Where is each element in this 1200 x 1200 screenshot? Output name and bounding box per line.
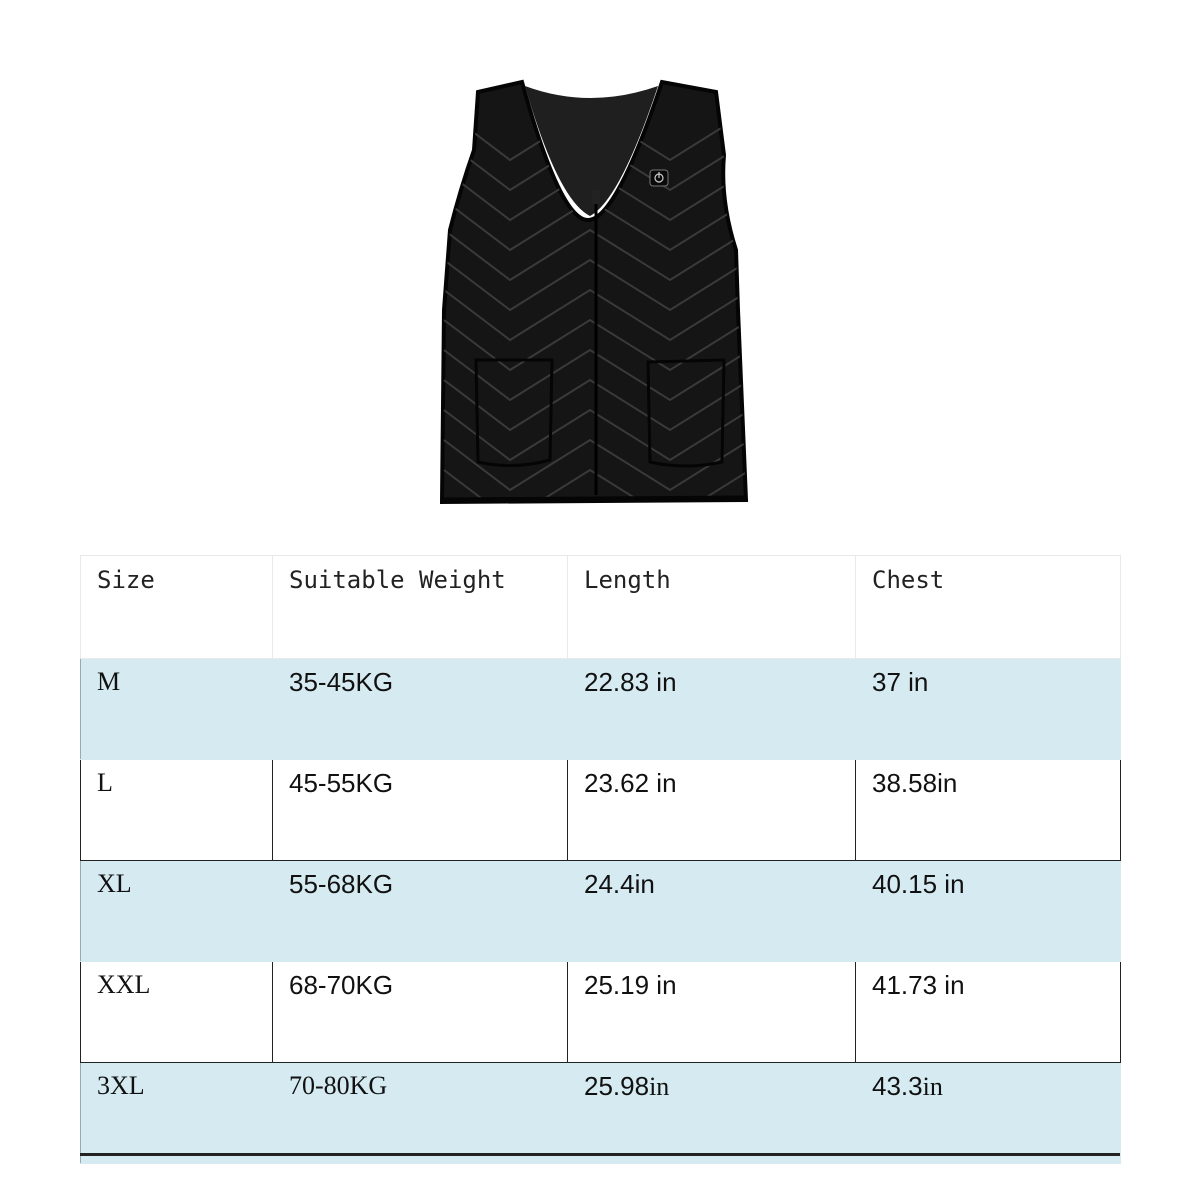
zipper-pull	[592, 190, 600, 204]
chest-cell: 41.73 in	[856, 962, 1121, 1063]
length-value: 25.98	[584, 1071, 650, 1101]
table-header-row	[81, 556, 1121, 659]
size-cell: XXL	[81, 962, 273, 1063]
length-cell	[568, 1063, 856, 1164]
table-row	[81, 1063, 1121, 1164]
chest-unit: in	[922, 1072, 943, 1101]
table-row	[81, 962, 1121, 1063]
header-length: Length	[568, 556, 856, 659]
weight-cell: 68-70KG	[273, 962, 568, 1063]
table-row	[81, 659, 1121, 760]
length-cell: 22.83 in	[568, 659, 856, 760]
header-chest: Chest	[856, 556, 1121, 659]
table-row	[81, 760, 1121, 861]
weight-cell: 35-45KG	[273, 659, 568, 760]
vest-hem	[442, 498, 746, 500]
length-cell: 24.4in	[568, 861, 856, 962]
size-chart-table	[80, 555, 1121, 1164]
table-bottom-rule	[80, 1153, 1120, 1156]
chest-value: 43.3	[872, 1071, 923, 1101]
chest-cell: 37 in	[856, 659, 1121, 760]
chest-cell: 40.15 in	[856, 861, 1121, 962]
length-unit: in	[649, 1072, 670, 1101]
weight-cell: 70-80KG	[273, 1063, 568, 1164]
weight-cell: 45-55KG	[273, 760, 568, 861]
size-cell: 3XL	[81, 1063, 273, 1164]
length-cell: 23.62 in	[568, 760, 856, 861]
size-cell: M	[81, 659, 273, 760]
size-cell: XL	[81, 861, 273, 962]
weight-cell: 55-68KG	[273, 861, 568, 962]
chest-cell	[856, 1063, 1121, 1164]
chest-cell: 38.58in	[856, 760, 1121, 861]
vest-product-image	[430, 70, 770, 510]
header-size: Size	[81, 556, 273, 659]
header-suitable-weight: Suitable Weight	[273, 556, 568, 659]
size-cell: L	[81, 760, 273, 861]
table-row	[81, 861, 1121, 962]
length-cell: 25.19 in	[568, 962, 856, 1063]
